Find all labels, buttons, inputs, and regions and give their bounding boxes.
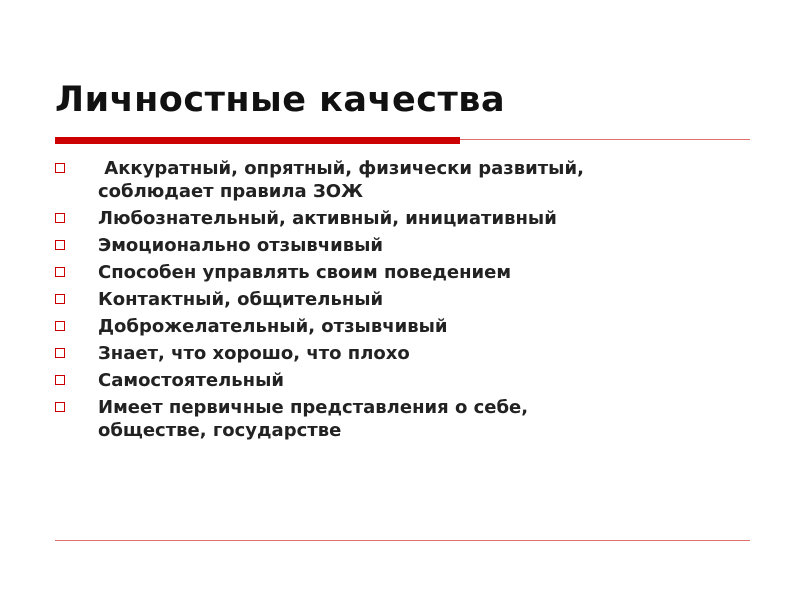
bullet-text: Способен управлять своим поведением — [98, 262, 512, 283]
list-item — [55, 261, 755, 284]
footer-divider-line — [55, 540, 750, 541]
hollow-square-icon — [55, 321, 65, 331]
bullet-text: Аккуратный, опрятный, физически развитый, соблюдает правила ЗОЖ — [98, 158, 584, 202]
title-underline-thin-line — [460, 139, 750, 140]
list-item — [55, 288, 755, 311]
list-item — [55, 342, 755, 365]
bullet-text: Любознательный, активный, инициативный — [98, 208, 557, 229]
hollow-square-icon — [55, 213, 65, 223]
bullet-list — [55, 157, 755, 446]
bullet-text: Знает, что хорошо, что плохо — [98, 343, 410, 364]
hollow-square-icon — [55, 375, 65, 385]
hollow-square-icon — [55, 348, 65, 358]
bullet-text: Контактный, общительный — [98, 289, 384, 310]
hollow-square-icon — [55, 267, 65, 277]
list-item — [55, 369, 755, 392]
slide-title: Личностные качества — [55, 80, 506, 120]
hollow-square-icon — [55, 402, 65, 412]
list-item — [55, 207, 755, 230]
list-item — [55, 234, 755, 257]
title-underline-bar — [55, 137, 460, 144]
hollow-square-icon — [55, 240, 65, 250]
hollow-square-icon — [55, 294, 65, 304]
bullet-text: Эмоционально отзывчивый — [98, 235, 384, 256]
list-item — [55, 396, 755, 442]
bullet-text: Имеет первичные представления о себе, обществе, государстве — [98, 397, 529, 441]
bullet-text: Доброжелательный, отзывчивый — [98, 316, 448, 337]
list-item — [55, 315, 755, 338]
bullet-text: Самостоятельный — [98, 370, 284, 391]
list-item — [55, 157, 755, 203]
hollow-square-icon — [55, 163, 65, 173]
